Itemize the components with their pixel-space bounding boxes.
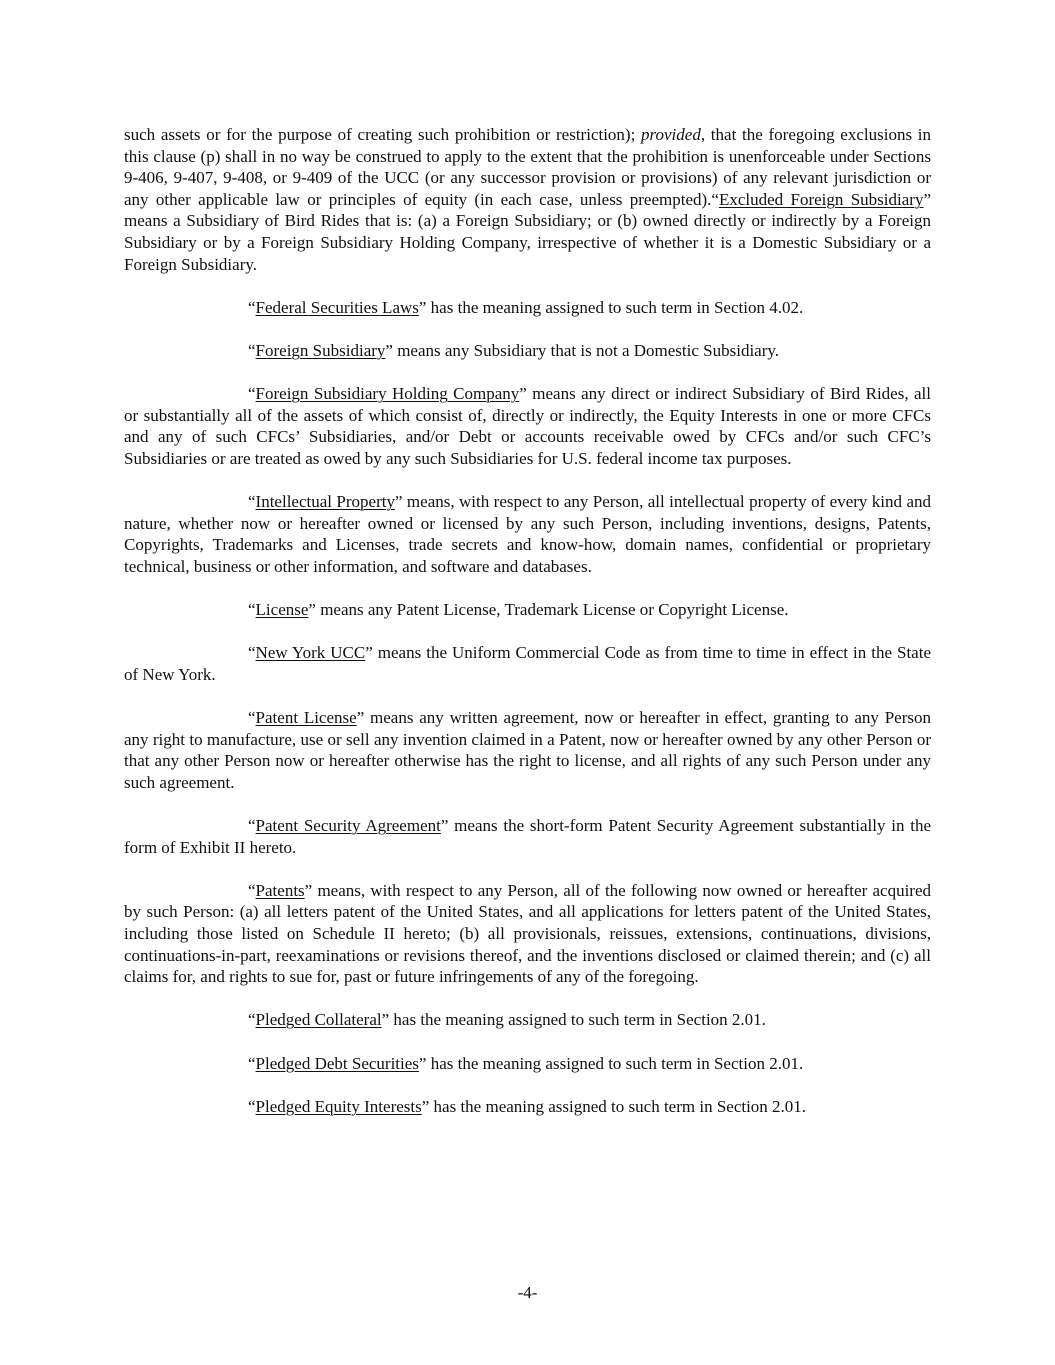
defined-term: License <box>255 600 309 620</box>
definition-text: ” means any Subsidiary that is not a Domestic Subsidiary. <box>385 340 780 360</box>
definition-text: ” has the meaning assigned to such term in Section 2.01. <box>381 1010 766 1030</box>
definition-text: ” means the Uniform Commercial Code as from time to time in effect in the State of New York. <box>124 643 931 684</box>
definition-paragraph <box>124 599 931 621</box>
open-quote: “ <box>248 1010 256 1030</box>
page-number: -4- <box>517 1283 538 1302</box>
open-quote: “ <box>248 1053 256 1073</box>
definition-text: ” means, with respect to any Person, all of the following now owned or hereafter acquired by such Person: (a) all letters patent of the United States, and all applications for letters patent of the United States, including those listed on Schedule II hereto; (b) all provisionals, reissues, extensions, continuations, divisions, continuations-in-part, reexaminations or revisions thereof, and the inventions disclosed or claimed therein; and (c) all claims for, and rights to sue for, past or future infringements of any of the foregoing. <box>124 880 931 987</box>
open-quote: “ <box>248 643 256 663</box>
defined-term: Foreign Subsidiary Holding Company <box>255 384 520 404</box>
definition-text: ” has the meaning assigned to such term in Section 2.01. <box>421 1096 807 1116</box>
open-quote: “ <box>248 492 256 512</box>
defined-term: Excluded Foreign Subsidiary <box>718 189 924 209</box>
paragraph-text: , that the foregoing exclusions in this clause (p) shall in no way be construed to apply to the extent that the prohibition is unenforceable under Sections 9-406, 9-407, 9-408, or 9-409 of the UCC (or any successor provision or provisions) of any relevant jurisdiction or any other applicable law or principles of equity (in each case, unless preempted).“ <box>124 125 931 209</box>
italic-provided: provided <box>641 125 701 144</box>
definition-paragraph <box>124 297 931 319</box>
open-quote: “ <box>248 816 256 835</box>
defined-term: Patents <box>255 880 305 900</box>
definition-paragraph <box>124 491 931 577</box>
defined-term: New York UCC <box>255 643 366 663</box>
defined-term: Pledged Debt Securities <box>255 1053 419 1073</box>
open-quote: “ <box>248 297 256 317</box>
definition-text: ” has the meaning assigned to such term in Section 4.02. <box>418 297 804 317</box>
open-quote: “ <box>248 880 256 900</box>
paragraph-text: such assets or for the purpose of creating such prohibition or restriction); <box>124 125 642 144</box>
definition-text: ” means any Patent License, Trademark License or Copyright License. <box>308 600 789 620</box>
defined-term: Patent Security Agreement <box>255 816 441 835</box>
definition-paragraph <box>124 1096 931 1118</box>
definition-paragraph <box>124 707 931 793</box>
definition-text: ” means a Subsidiary of Bird Rides that is: (a) a Foreign Subsidiary; or (b) owned directly or indirectly by a Foreign Subsidiary or by a Foreign Subsidiary Holding Company, irrespective of whether it is a Domestic Subsidiary or a Foreign Subsidiary. <box>124 189 931 274</box>
continued-paragraph <box>124 124 931 275</box>
definition-paragraph <box>124 815 931 858</box>
defined-term: Intellectual Property <box>255 492 395 512</box>
defined-term: Pledged Collateral <box>255 1010 382 1030</box>
definition-paragraph <box>124 1053 931 1075</box>
definition-text: ” means any direct or indirect Subsidiary of Bird Rides, all or substantially all of the assets of which consist of, directly or indirectly, the Equity Interests in one or more CFCs and any of such CFCs’ Subsidiaries, and/or Debt or accounts receivable owed by CFCs and/or such CFC’s Subsidiaries or are treated as owed by any such Subsidiaries for U.S. federal income tax purposes. <box>124 384 931 468</box>
definition-paragraph <box>124 1009 931 1031</box>
open-quote: “ <box>248 600 256 620</box>
open-quote: “ <box>248 708 256 728</box>
defined-term: Patent License <box>255 708 357 728</box>
definition-paragraph <box>124 340 931 362</box>
open-quote: “ <box>248 384 256 404</box>
definition-text: ” means the short-form Patent Security Agreement substantially in the form of Exhibit II hereto. <box>124 816 931 857</box>
definition-text: ” means, with respect to any Person, all intellectual property of every kind and nature, whether now or hereafter owned or licensed by any such Person, including inventions, designs, Patents, Copyrights, Trademarks and Licenses, trade secrets and know-how, domain names, confidential or proprietary technical, business or other information, and software and databases. <box>124 492 931 576</box>
definition-paragraph <box>124 383 931 469</box>
open-quote: “ <box>248 1096 256 1116</box>
document-body <box>124 124 931 1139</box>
definition-paragraph <box>124 642 931 685</box>
definition-text: ” has the meaning assigned to such term in Section 2.01. <box>418 1053 804 1073</box>
defined-term: Foreign Subsidiary <box>255 340 386 360</box>
defined-term: Pledged Equity Interests <box>255 1096 422 1116</box>
definition-paragraph <box>124 880 931 988</box>
definition-text: ” means any written agreement, now or hereafter in effect, granting to any Person any right to manufacture, use or sell any invention claimed in a Patent, now or hereafter owned by any other Person or that any other Person now or hereafter otherwise has the right to license, and all rights of any such Person under any such agreement. <box>124 708 931 792</box>
open-quote: “ <box>248 340 256 360</box>
defined-term: Federal Securities Laws <box>255 297 419 317</box>
